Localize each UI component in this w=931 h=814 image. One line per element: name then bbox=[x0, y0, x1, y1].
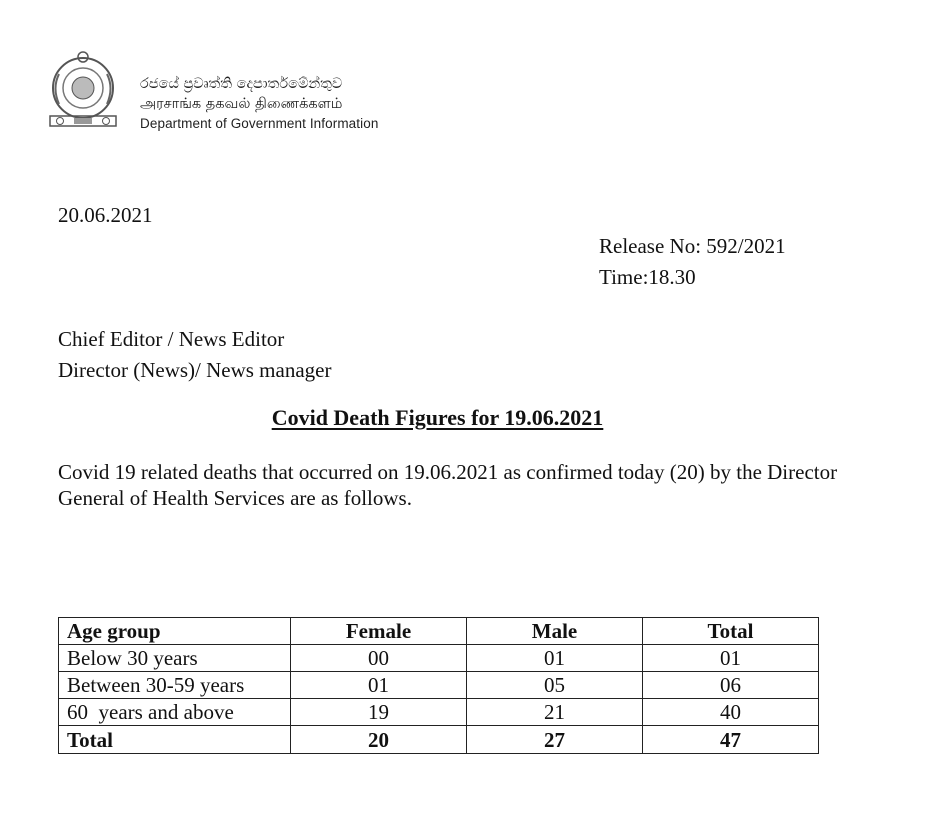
female-cell: 19 bbox=[291, 699, 467, 726]
table-row bbox=[59, 699, 819, 726]
letterhead-sinhala: රජයේ ප්‍රවෘත්ති දෙපාර්තමේන්තුව bbox=[140, 76, 343, 92]
table-row bbox=[59, 645, 819, 672]
total-cell: 06 bbox=[643, 672, 819, 699]
release-number: Release No: 592/2021 bbox=[599, 234, 786, 258]
addressee-line-2: Director (News)/ News manager bbox=[58, 358, 332, 382]
grand-total-cell: 47 bbox=[643, 726, 819, 754]
header-total: Total bbox=[643, 618, 819, 645]
male-cell: 21 bbox=[467, 699, 643, 726]
header-age-group: Age group bbox=[59, 618, 291, 645]
addressee-line-1: Chief Editor / News Editor bbox=[58, 327, 285, 351]
total-female-cell: 20 bbox=[291, 726, 467, 754]
age-group-cell: Below 30 years bbox=[59, 645, 291, 672]
total-cell: 01 bbox=[643, 645, 819, 672]
letterhead-english: Department of Government Information bbox=[140, 116, 379, 131]
total-label-cell: Total bbox=[59, 726, 291, 754]
death-figures-table bbox=[58, 617, 819, 754]
table-header-row bbox=[59, 618, 819, 645]
total-male-cell: 27 bbox=[467, 726, 643, 754]
letterhead-tamil: அரசாங்க தகவல் திணைக்களம் bbox=[140, 96, 343, 112]
age-group-cell: Between 30-59 years bbox=[59, 672, 291, 699]
header-female: Female bbox=[291, 618, 467, 645]
document-title: Covid Death Figures for 19.06.2021 bbox=[271, 405, 604, 430]
header-male: Male bbox=[467, 618, 643, 645]
sri-lanka-state-emblem-icon bbox=[44, 48, 122, 134]
age-group-cell: 60 years and above bbox=[59, 699, 291, 726]
female-cell: 00 bbox=[291, 645, 467, 672]
table-total-row bbox=[59, 726, 819, 754]
total-cell: 40 bbox=[643, 699, 819, 726]
female-cell: 01 bbox=[291, 672, 467, 699]
release-date: 20.06.2021 bbox=[58, 203, 153, 227]
body-paragraph: Covid 19 related deaths that occurred on 19.06.2021 as confirmed today (20) by the Director General of Health Services are as follows. bbox=[58, 460, 838, 510]
male-cell: 05 bbox=[467, 672, 643, 699]
release-time: Time:18.30 bbox=[599, 265, 696, 289]
table-row bbox=[59, 672, 819, 699]
male-cell: 01 bbox=[467, 645, 643, 672]
